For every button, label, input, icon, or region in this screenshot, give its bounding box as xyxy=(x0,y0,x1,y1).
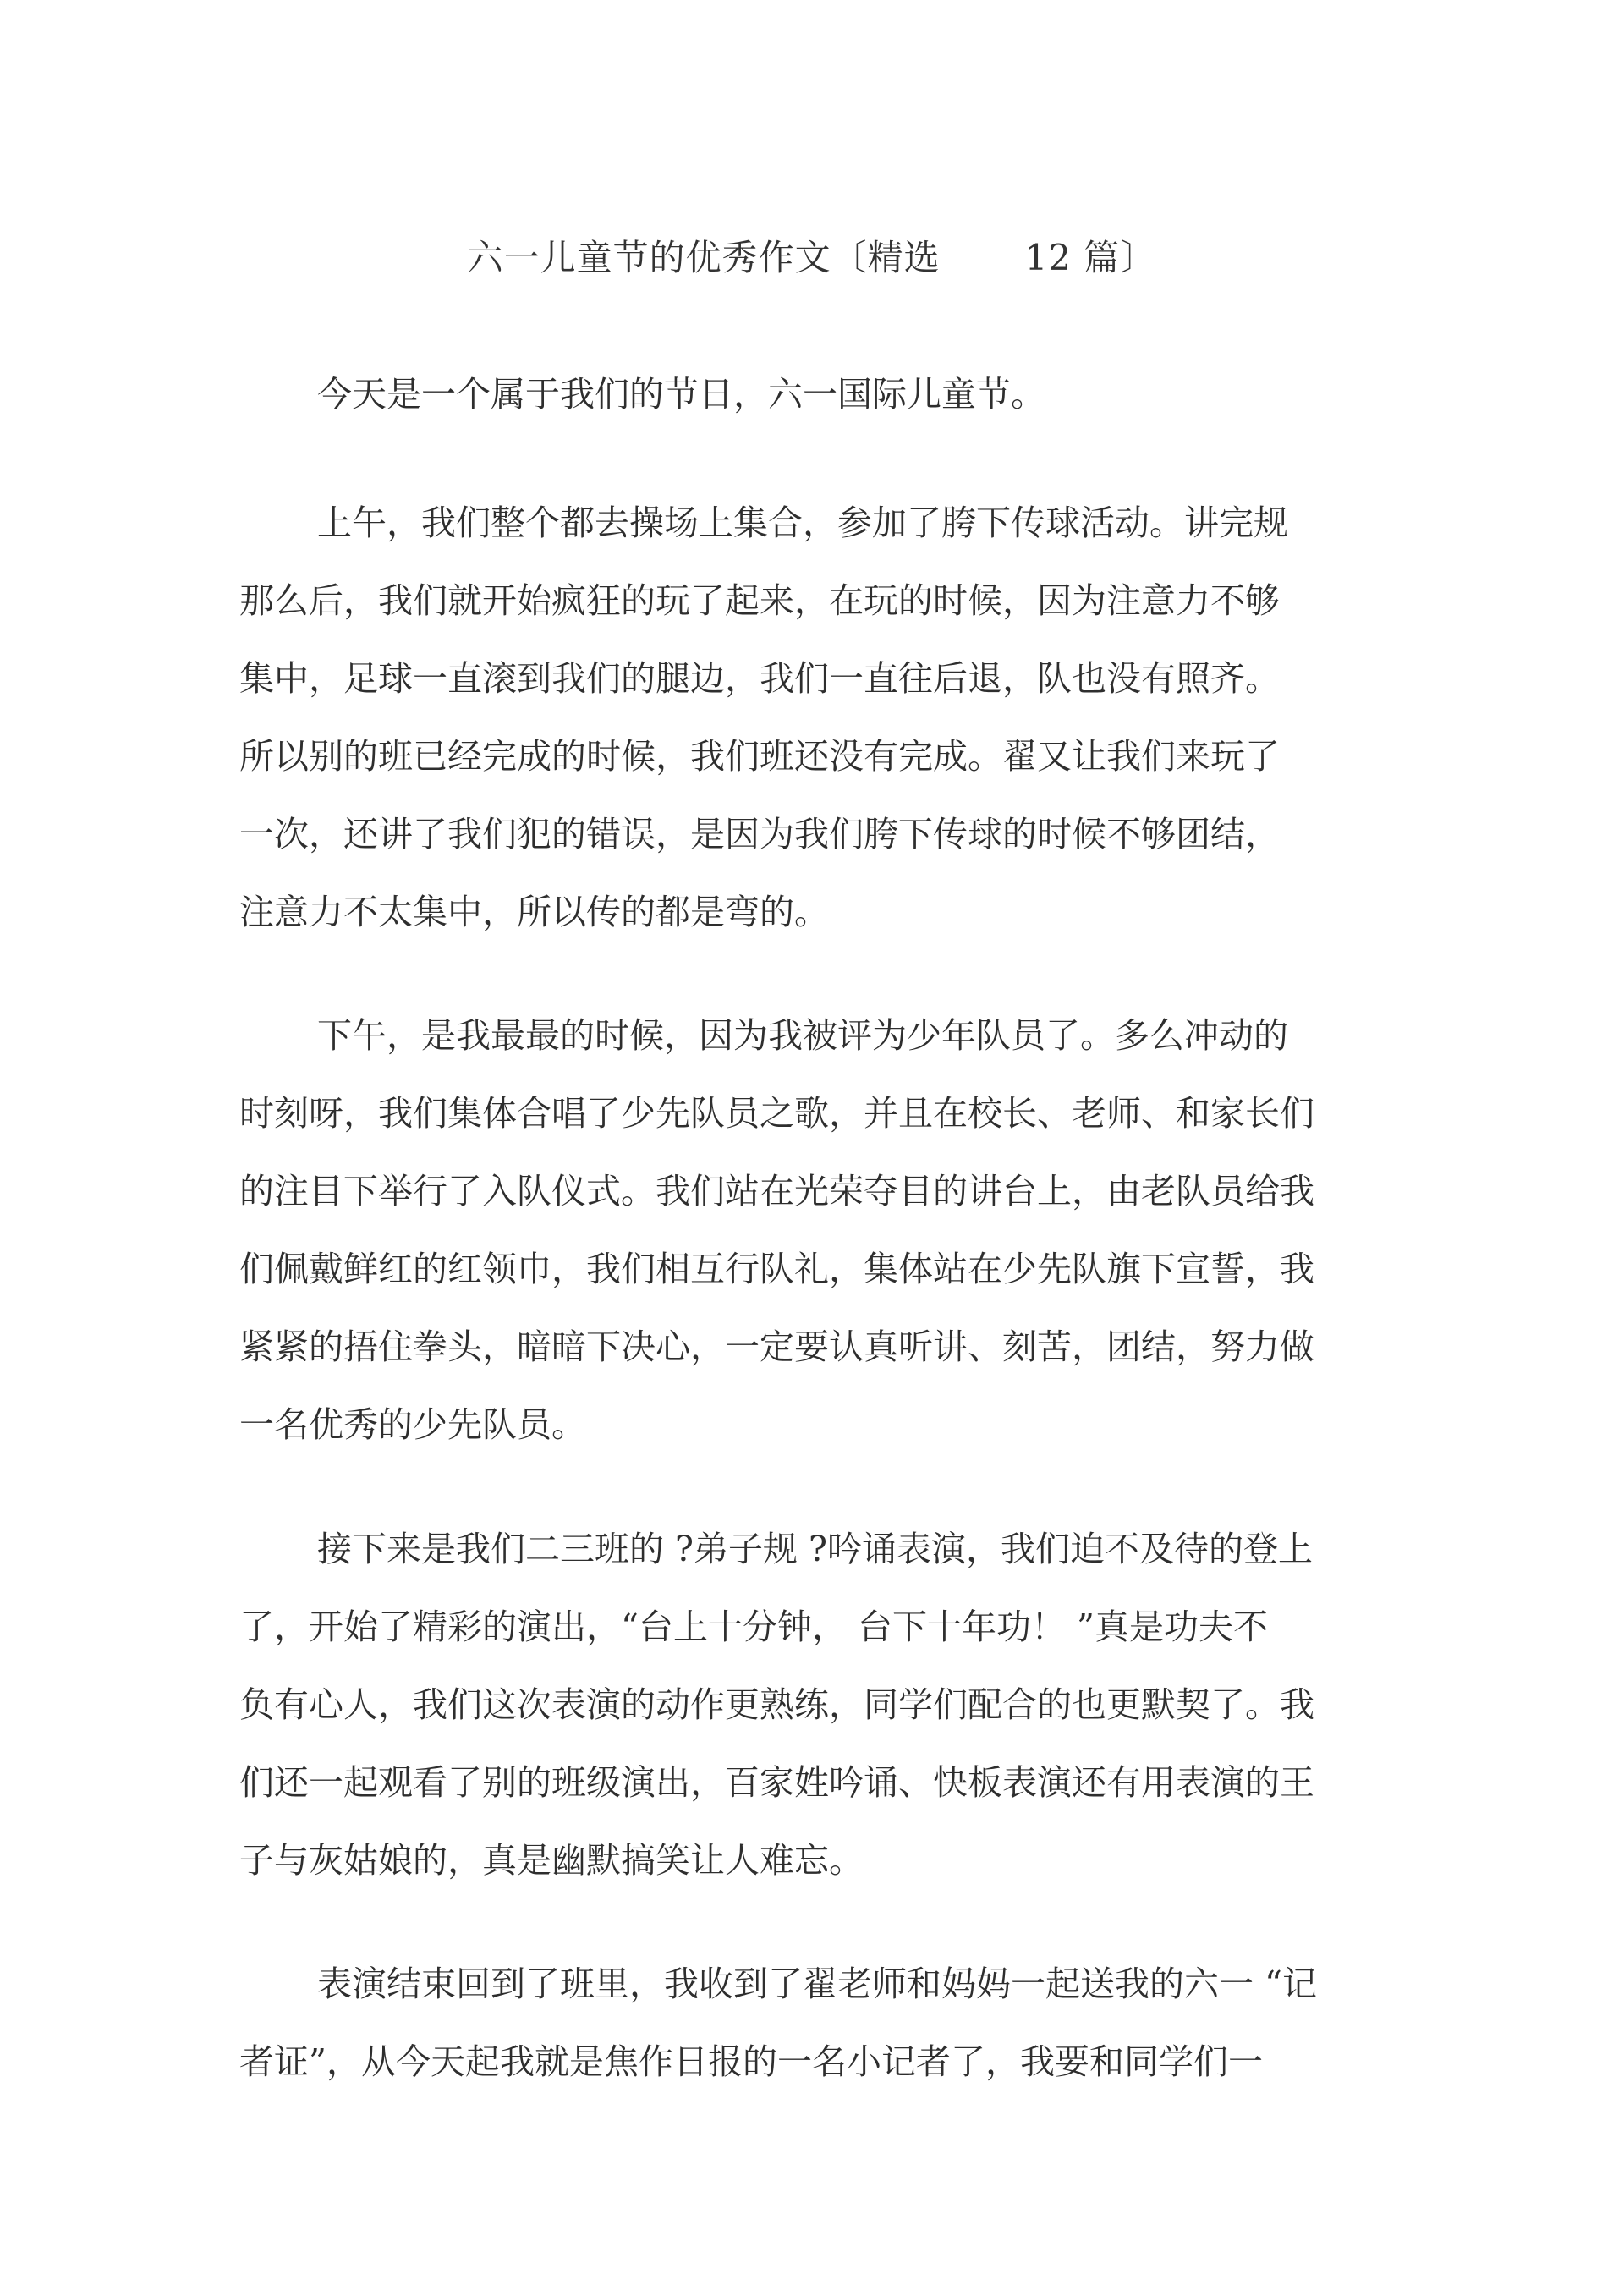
text-line: 的注目下举行了入队仪式。我们站在光荣夺目的讲台上，由老队员给我 xyxy=(239,1171,1314,1211)
document-title xyxy=(0,230,1624,281)
paragraph-3 xyxy=(239,997,1407,1464)
text-line: 上午，我们整个都去操场上集合，参加了胯下传球活动。讲完规 xyxy=(317,503,1288,543)
paragraph-5 xyxy=(239,1945,1407,2101)
text-line: 们佩戴鲜红的红领巾，我们相互行队礼，集体站在少先队旗下宣誓，我 xyxy=(239,1249,1314,1289)
text-line: 接下来是我们二三班的 ?弟子规 ?吟诵表演，我们迫不及待的登上 xyxy=(317,1529,1314,1569)
paragraph-4 xyxy=(239,1510,1407,1899)
paragraph-1 xyxy=(239,355,1407,433)
title-main: 六一儿童节的优秀作文〔精选 xyxy=(467,237,941,278)
text-line: 所以别的班已经完成的时候，我们班还没有完成。翟又让我们来玩了 xyxy=(239,736,1280,777)
paragraph-2 xyxy=(239,484,1407,951)
text-line: 子与灰姑娘的，真是幽默搞笑让人难忘。 xyxy=(239,1840,864,1881)
text-line: 下午，是我最最的时候，因为我被评为少年队员了。多么冲动的 xyxy=(317,1015,1288,1056)
text-line: 注意力不太集中，所以传的都是弯的。 xyxy=(239,892,829,932)
text-line: 一名优秀的少先队员。 xyxy=(239,1404,586,1445)
title-count: 12 篇〕 xyxy=(1024,237,1157,278)
text-line: 一次，还讲了我们犯的错误，是因为我们胯下传球的时候不够团结， xyxy=(239,814,1280,854)
text-line: 了，开始了精彩的演出，“台上十分钟， 台下十年功！ ”真是功夫不 xyxy=(239,1607,1268,1647)
text-line: 紧紧的捂住拳头，暗暗下决心，一定要认真听讲、刻苦，团结，努力做 xyxy=(239,1327,1314,1367)
text-line: 负有心人，我们这次表演的动作更熟练，同学们配合的也更默契了。我 xyxy=(239,1684,1314,1725)
text-line: 那么后，我们就开始疯狂的玩了起来，在玩的时候，因为注意力不够 xyxy=(239,580,1280,621)
text-line: 今天是一个属于我们的节日，六一国际儿童节。 xyxy=(317,374,1045,415)
text-line: 们还一起观看了别的班级演出，百家姓吟诵、快板表演还有用表演的王 xyxy=(239,1762,1314,1803)
text-line: 集中，足球一直滚到我们的腿边，我们一直往后退，队也没有照齐。 xyxy=(239,658,1280,699)
text-line: 表演结束回到了班里，我收到了翟老师和妈妈一起送我的六一 “记 xyxy=(317,1964,1317,2004)
text-line: 时刻呀，我们集体合唱了少先队员之歌，并且在校长、老师、和家长们 xyxy=(239,1093,1314,1134)
text-line: 者证”，从今天起我就是焦作日报的一名小记者了，我要和同学们一 xyxy=(239,2041,1263,2082)
